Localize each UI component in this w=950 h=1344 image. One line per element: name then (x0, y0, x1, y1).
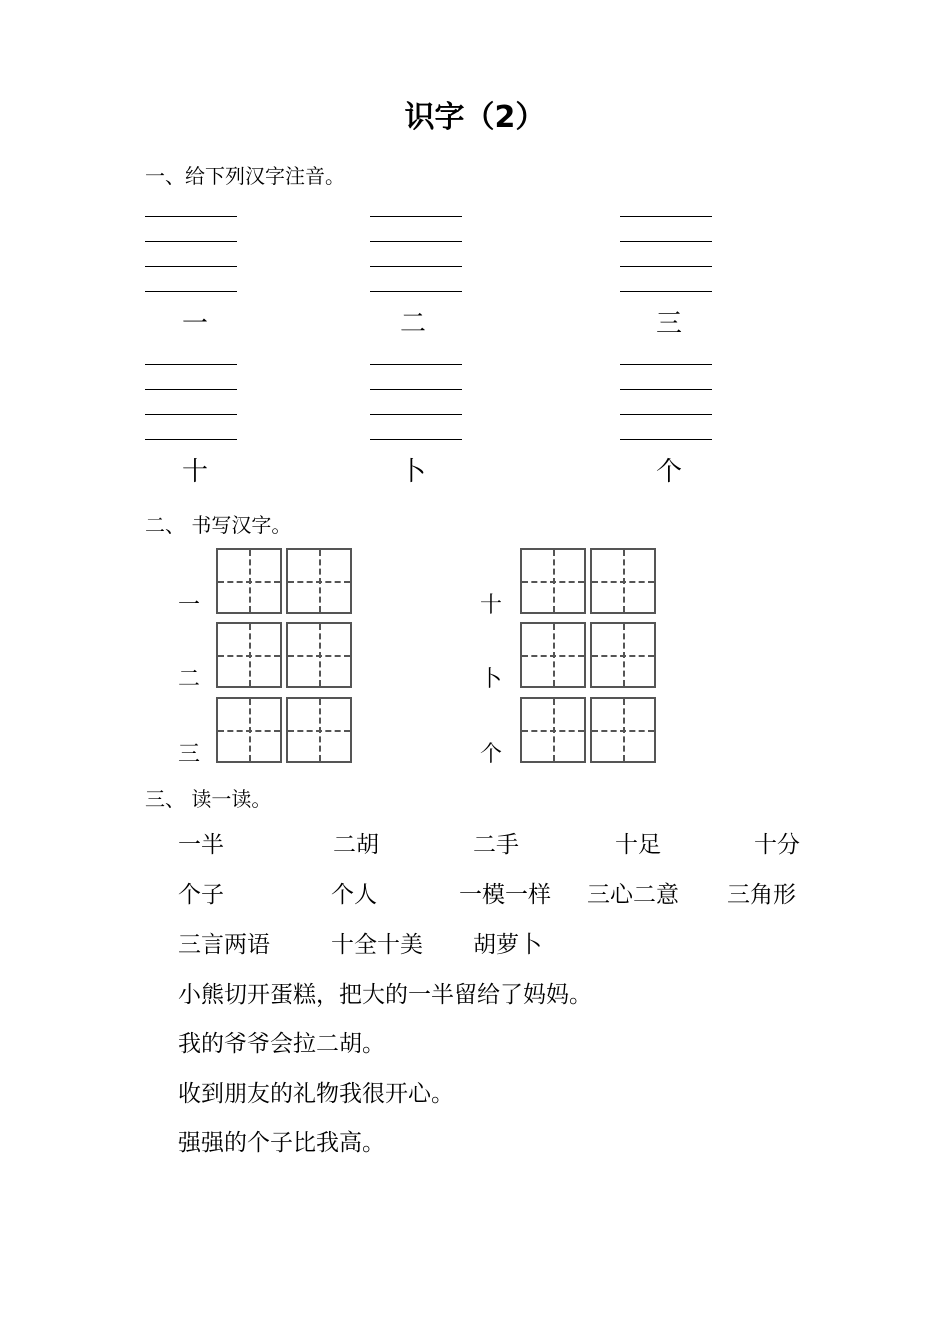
vocab-word: 三心二意 (587, 882, 679, 908)
tianzige-cell[interactable] (216, 697, 282, 763)
pinyin-target-char: 卜 (399, 457, 426, 487)
pinyin-lines[interactable] (145, 364, 237, 464)
cell-guide-horizontal (218, 655, 280, 657)
pinyin-writing-line (370, 439, 462, 440)
pinyin-writing-line (145, 266, 237, 267)
tianzige-cell[interactable] (520, 697, 586, 763)
pinyin-writing-line (145, 291, 237, 292)
section-3-heading: 三、 读一读。 (145, 787, 272, 811)
pinyin-writing-line (145, 414, 237, 415)
pinyin-target-char: 十 (181, 457, 208, 487)
cell-guide-horizontal (522, 655, 584, 657)
tianzige-cell[interactable] (520, 548, 586, 614)
pinyin-target-char: 个 (655, 457, 682, 487)
pinyin-writing-line (620, 389, 712, 390)
pinyin-writing-line (370, 364, 462, 365)
pinyin-writing-line (145, 241, 237, 242)
cell-guide-horizontal (288, 655, 350, 657)
tianzige-cell[interactable] (286, 622, 352, 688)
pinyin-writing-line (620, 439, 712, 440)
pinyin-writing-line (620, 241, 712, 242)
cell-guide-horizontal (592, 581, 654, 583)
pinyin-writing-line (370, 389, 462, 390)
reading-sentence: 强强的个子比我高。 (178, 1130, 385, 1156)
cell-guide-horizontal (522, 581, 584, 583)
vocab-word: 个人 (331, 882, 377, 908)
vocab-word: 二胡 (333, 832, 379, 858)
cell-guide-horizontal (218, 730, 280, 732)
vocab-word: 三言两语 (178, 932, 270, 958)
tianzige-cell[interactable] (286, 697, 352, 763)
pinyin-writing-line (370, 266, 462, 267)
pinyin-writing-line (145, 216, 237, 217)
vocab-word: 一半 (178, 832, 224, 858)
grid-char-label: 个 (479, 742, 502, 767)
tianzige-cell[interactable] (286, 548, 352, 614)
cell-guide-horizontal (592, 655, 654, 657)
pinyin-writing-line (620, 364, 712, 365)
pinyin-writing-line (370, 414, 462, 415)
grid-char-label: 一 (177, 593, 200, 618)
pinyin-lines[interactable] (370, 216, 462, 316)
vocab-word: 胡萝卜 (473, 932, 542, 958)
tianzige-cell[interactable] (590, 548, 656, 614)
grid-char-label: 卜 (479, 667, 502, 692)
vocab-word: 三角形 (727, 882, 796, 908)
cell-guide-horizontal (288, 581, 350, 583)
pinyin-writing-line (370, 216, 462, 217)
pinyin-lines[interactable] (620, 364, 712, 464)
pinyin-writing-line (145, 364, 237, 365)
reading-sentence: 小熊切开蛋糕，把大的一半留给了妈妈。 (178, 982, 592, 1008)
vocab-word: 十分 (754, 832, 800, 858)
section-2-heading: 二、 书写汉字。 (145, 513, 292, 537)
reading-sentence: 收到朋友的礼物我很开心。 (178, 1081, 454, 1107)
pinyin-writing-line (370, 241, 462, 242)
tianzige-cell[interactable] (216, 548, 282, 614)
cell-guide-horizontal (288, 730, 350, 732)
pinyin-writing-line (620, 266, 712, 267)
tianzige-cell[interactable] (216, 622, 282, 688)
pinyin-lines[interactable] (620, 216, 712, 316)
pinyin-writing-line (620, 216, 712, 217)
pinyin-lines[interactable] (145, 216, 237, 316)
grid-char-label: 二 (177, 667, 200, 692)
pinyin-writing-line (145, 389, 237, 390)
cell-guide-horizontal (592, 730, 654, 732)
tianzige-cell[interactable] (590, 697, 656, 763)
reading-sentence: 我的爷爷会拉二胡。 (178, 1031, 385, 1057)
tianzige-cell[interactable] (520, 622, 586, 688)
grid-char-label: 十 (479, 593, 502, 618)
cell-guide-horizontal (522, 730, 584, 732)
vocab-word: 十全十美 (331, 932, 423, 958)
vocab-word: 十足 (615, 832, 661, 858)
tianzige-cell[interactable] (590, 622, 656, 688)
page-title: 识字（2） (404, 100, 546, 135)
pinyin-writing-line (370, 291, 462, 292)
grid-char-label: 三 (177, 742, 200, 767)
vocab-word: 一模一样 (459, 882, 551, 908)
pinyin-writing-line (620, 291, 712, 292)
section-1-heading: 一、给下列汉字注音。 (145, 164, 345, 188)
pinyin-writing-line (145, 439, 237, 440)
pinyin-target-char: 二 (399, 309, 426, 339)
cell-guide-horizontal (218, 581, 280, 583)
pinyin-lines[interactable] (370, 364, 462, 464)
pinyin-writing-line (620, 414, 712, 415)
vocab-word: 二手 (473, 832, 519, 858)
pinyin-target-char: 三 (655, 309, 682, 339)
vocab-word: 个子 (178, 882, 224, 908)
pinyin-target-char: 一 (181, 309, 208, 339)
